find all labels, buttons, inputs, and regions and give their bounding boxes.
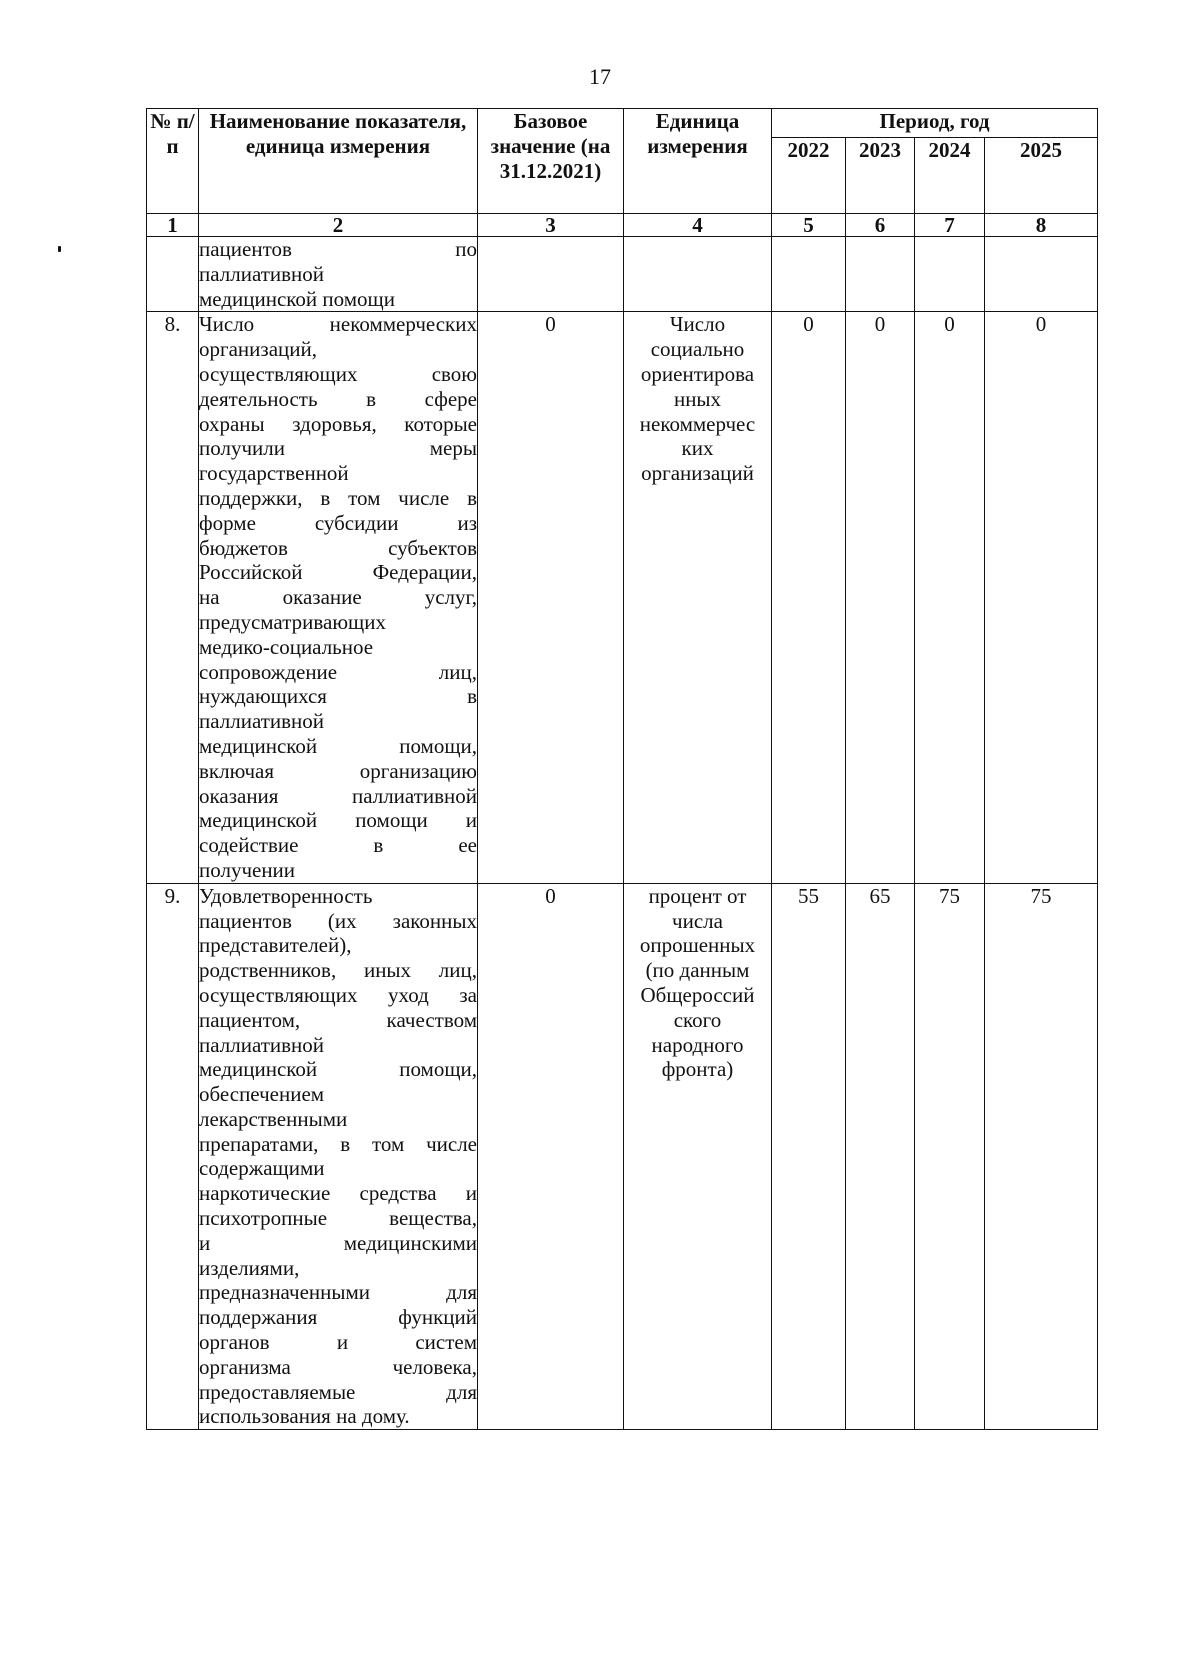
year-value: 0 <box>772 312 846 883</box>
base-value: 0 <box>478 883 624 1430</box>
indicator-name: пациентов по паллиативной медицинской помощи <box>199 237 477 311</box>
column-number: 5 <box>772 214 846 237</box>
row-number: 9. <box>147 883 199 1430</box>
column-number: 2 <box>199 214 478 237</box>
header-name: Наименование показателя, единица измерения <box>199 109 478 214</box>
indicator-name: Удовлетворенность пациентов (их законных представителей), родственников, иных лиц, осуществляющих уход за пациентом, качеством паллиативной медицинской помощи, обеспечением лекарственными препаратами, в том числе содержащими наркотические средства и психотропные вещества, и медицинскими изделиями, предназначенными для поддержания функций органов и систем организма человека, предоставляемые для использования на дому. <box>199 883 477 1429</box>
indicator-name: Число некоммерческих организаций, осуществляющих свою деятельность в сфере охраны здоровья, которые получили меры государственной поддержки, в том числе в форме субсидии из бюджетов субъектов Российской Федерации, на оказание услуг, предусматривающих медико-социальное сопровождение лиц, нуждающихся в паллиативной медицинской помощи, включая организацию оказания паллиативной медицинской помощи и содействие в ее получении <box>199 312 477 882</box>
page-number: 17 <box>589 64 611 89</box>
header-year: 2022 <box>772 138 846 214</box>
year-value <box>846 237 915 312</box>
scan-speck <box>58 246 61 252</box>
row-number: 8. <box>147 312 199 883</box>
unit-of-measure: Число социально ориентирова нных некоммерчес ких организаций <box>624 312 772 883</box>
year-value: 0 <box>846 312 915 883</box>
header-period: Период, год <box>772 109 1098 138</box>
year-value: 0 <box>915 312 985 883</box>
year-value <box>915 237 985 312</box>
year-value: 75 <box>985 883 1098 1430</box>
year-value: 75 <box>915 883 985 1430</box>
row-number <box>147 237 199 312</box>
year-value: 0 <box>985 312 1098 883</box>
year-value <box>985 237 1098 312</box>
base-value <box>478 237 624 312</box>
year-value: 55 <box>772 883 846 1430</box>
column-number: 4 <box>624 214 772 237</box>
column-number: 6 <box>846 214 915 237</box>
table-row <box>147 237 1098 312</box>
header-year: 2025 <box>985 138 1098 214</box>
table-row <box>147 312 1098 883</box>
column-number: 8 <box>985 214 1098 237</box>
header-year: 2024 <box>915 138 985 214</box>
column-number-row <box>147 214 1098 237</box>
header-year: 2023 <box>846 138 915 214</box>
base-value: 0 <box>478 312 624 883</box>
column-number: 7 <box>915 214 985 237</box>
column-number: 1 <box>147 214 199 237</box>
header-num: № п/п <box>147 109 199 214</box>
header-unit: Единица измерения <box>624 109 772 214</box>
header-base: Базовое значение (на 31.12.2021) <box>478 109 624 214</box>
year-value: 65 <box>846 883 915 1430</box>
unit-of-measure <box>624 237 772 312</box>
year-value <box>772 237 846 312</box>
column-number: 3 <box>478 214 624 237</box>
indicators-table <box>146 108 1098 1430</box>
table-row <box>147 883 1098 1430</box>
unit-of-measure: процент от числа опрошенных (по данным Общероссий ского народного фронта) <box>624 883 772 1430</box>
